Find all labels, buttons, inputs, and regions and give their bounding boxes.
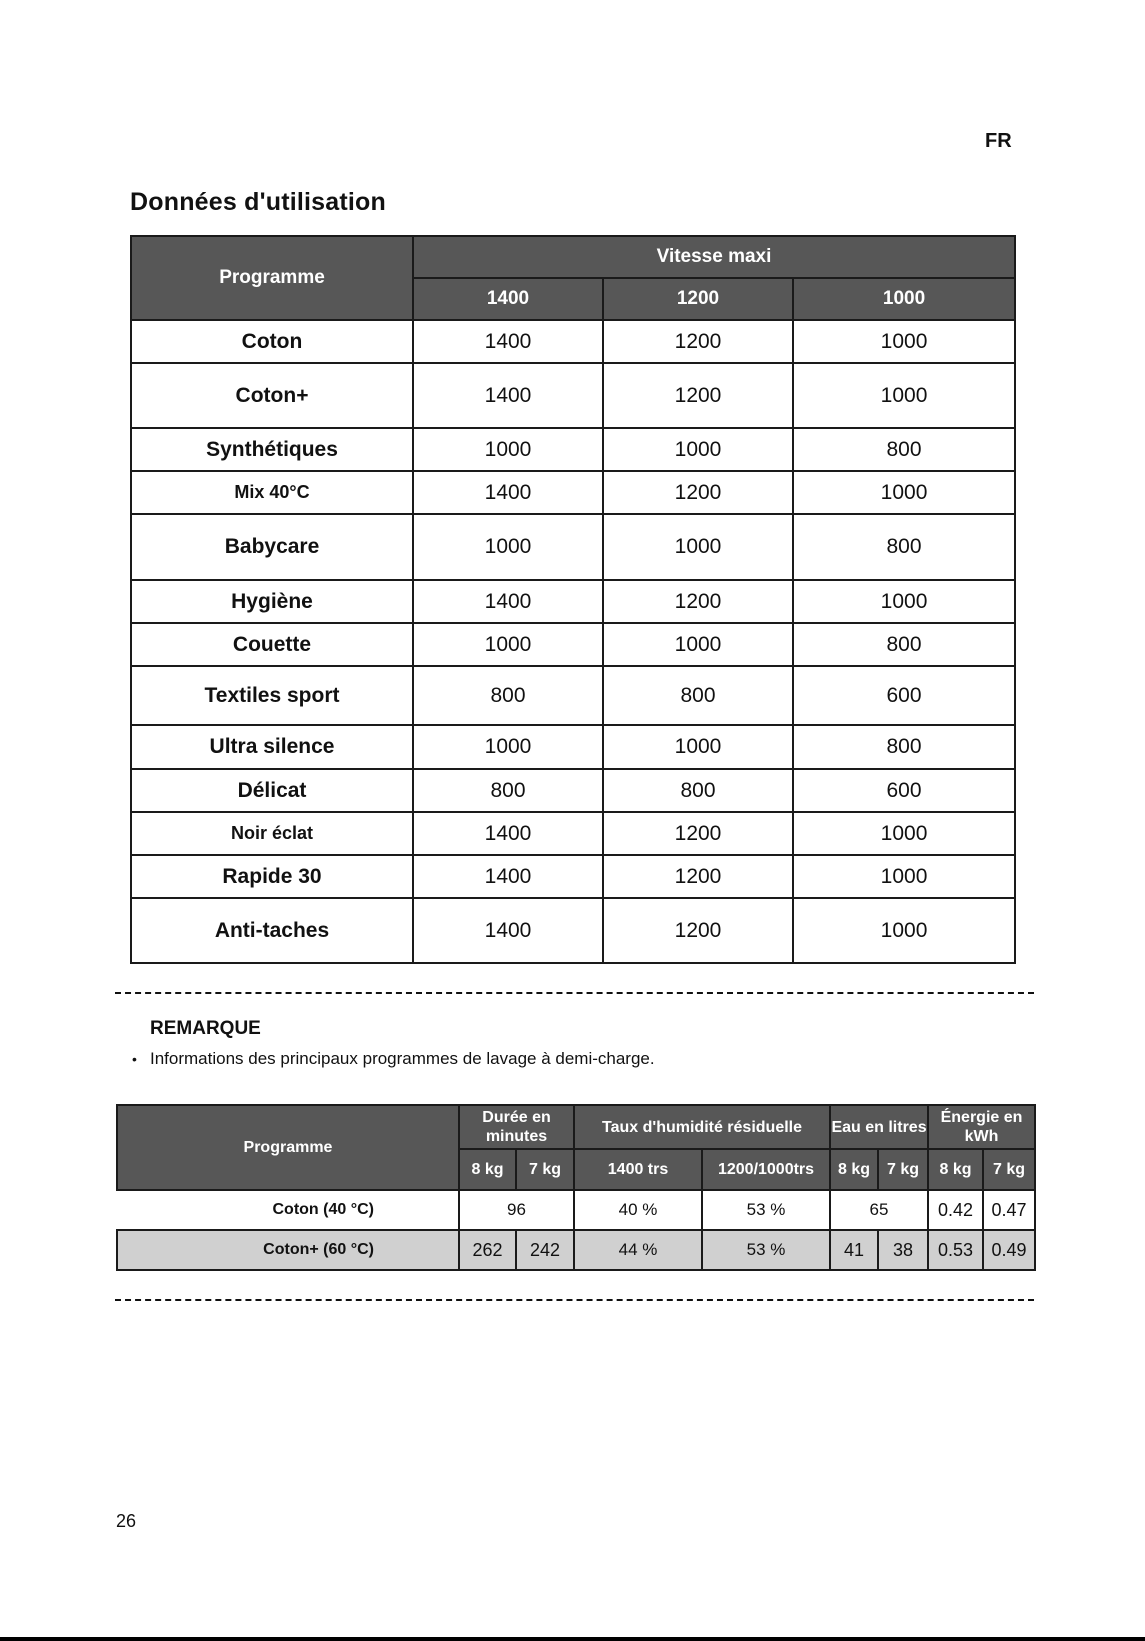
speed-value: 800 [413,666,603,725]
remark-title: REMARQUE [150,1018,261,1039]
program-name: Babycare [131,514,413,580]
program-name: Anti-taches [131,898,413,963]
subheader-duration-8kg: 8 kg [459,1149,516,1190]
speed-value: 1000 [413,725,603,769]
speed-value: 1000 [603,623,793,666]
page-number: 26 [116,1511,137,1531]
subheader-energy-7kg: 7 kg [983,1149,1035,1190]
duration-8kg-value: 262 [459,1230,516,1270]
column-header-program: Programme [117,1105,459,1190]
program-name: Noir éclat [131,812,413,855]
speed-value: 800 [793,623,1015,666]
subheader-water-7kg: 7 kg [878,1149,928,1190]
dashed-separator-top [115,992,1034,994]
dashed-separator-bottom [115,1299,1034,1301]
energy-7kg-value: 0.49 [983,1230,1035,1270]
subheader-humidity-1200-1000: 1200/1000trs [702,1149,830,1190]
program-name: Délicat [131,769,413,812]
energy-8kg-value: 0.53 [928,1230,983,1270]
speed-value: 600 [793,666,1015,725]
speed-value: 1400 [413,363,603,428]
table-row [131,428,1015,471]
column-header-speed-1200: 1200 [603,278,793,320]
table-row [131,898,1015,963]
table-row [131,666,1015,725]
program-name: Coton+ (60 °C) [117,1230,459,1270]
column-header-water: Eau en litres [830,1105,928,1149]
table-row [131,769,1015,812]
humidity-1200-value: 53 % [702,1190,830,1230]
max-speed-table [130,235,1016,964]
program-name: Hygiène [131,580,413,623]
table-row [117,1230,1035,1270]
column-header-energy: Énergie en kWh [928,1105,1035,1149]
program-name: Coton [131,320,413,363]
humidity-1400-value: 44 % [574,1230,702,1270]
speed-value: 1400 [413,580,603,623]
speed-value: 800 [793,428,1015,471]
humidity-1400-value: 40 % [574,1190,702,1230]
speed-value: 1400 [413,320,603,363]
table-row [131,514,1015,580]
speed-value: 1000 [793,812,1015,855]
speed-value: 1400 [413,898,603,963]
speed-value: 1000 [793,580,1015,623]
table-row [131,855,1015,898]
column-header-max-speed: Vitesse maxi [413,236,1015,278]
duration-value: 96 [459,1190,574,1230]
table-row [131,471,1015,514]
energy-7kg-value: 0.47 [983,1190,1035,1230]
column-header-speed-1000: 1000 [793,278,1015,320]
speed-value: 1000 [793,855,1015,898]
speed-value: 1000 [793,471,1015,514]
water-7kg-value: 38 [878,1230,928,1270]
remark-text: Informations des principaux programmes de lavage à demi-charge. [150,1049,655,1068]
water-8kg-value: 41 [830,1230,878,1270]
bullet-icon: • [132,1051,137,1067]
speed-value: 1200 [603,471,793,514]
table-row [131,812,1015,855]
speed-value: 1000 [413,514,603,580]
table-row [131,320,1015,363]
language-code: FR [985,130,1012,152]
column-header-humidity: Taux d'humidité résiduelle [574,1105,830,1149]
humidity-1200-value: 53 % [702,1230,830,1270]
subheader-water-8kg: 8 kg [830,1149,878,1190]
subheader-humidity-1400: 1400 trs [574,1149,702,1190]
program-name: Textiles sport [131,666,413,725]
program-name: Couette [131,623,413,666]
column-header-speed-1400: 1400 [413,278,603,320]
speed-value: 1200 [603,580,793,623]
speed-value: 1200 [603,855,793,898]
table-row [131,580,1015,623]
program-name: Ultra silence [131,725,413,769]
water-value: 65 [830,1190,928,1230]
table-row [131,363,1015,428]
program-name: Synthétiques [131,428,413,471]
table-row [131,725,1015,769]
speed-value: 1000 [793,898,1015,963]
remark-item [132,1049,655,1069]
column-header-program: Programme [131,236,413,320]
speed-value: 1400 [413,812,603,855]
speed-value: 800 [603,769,793,812]
speed-value: 1200 [603,320,793,363]
duration-7kg-value: 242 [516,1230,574,1270]
program-name: Coton (40 °C) [117,1190,459,1230]
program-name: Coton+ [131,363,413,428]
program-name: Mix 40°C [131,471,413,514]
speed-value: 1200 [603,363,793,428]
speed-value: 800 [413,769,603,812]
speed-value: 600 [793,769,1015,812]
table-row [131,623,1015,666]
speed-value: 800 [603,666,793,725]
half-load-table [116,1104,1036,1271]
speed-value: 1200 [603,812,793,855]
speed-value: 1000 [413,623,603,666]
column-header-duration: Durée en minutes [459,1105,574,1149]
speed-value: 1000 [603,428,793,471]
speed-value: 1000 [793,320,1015,363]
table-row [117,1190,1035,1230]
speed-value: 1000 [603,514,793,580]
speed-value: 1400 [413,471,603,514]
energy-8kg-value: 0.42 [928,1190,983,1230]
speed-value: 800 [793,725,1015,769]
speed-value: 1000 [793,363,1015,428]
section-title: Données d'utilisation [130,188,386,216]
subheader-energy-8kg: 8 kg [928,1149,983,1190]
page-bottom-rule [0,1637,1145,1641]
speed-value: 1000 [603,725,793,769]
program-name: Rapide 30 [131,855,413,898]
subheader-duration-7kg: 7 kg [516,1149,574,1190]
speed-value: 1400 [413,855,603,898]
speed-value: 800 [793,514,1015,580]
speed-value: 1200 [603,898,793,963]
speed-value: 1000 [413,428,603,471]
